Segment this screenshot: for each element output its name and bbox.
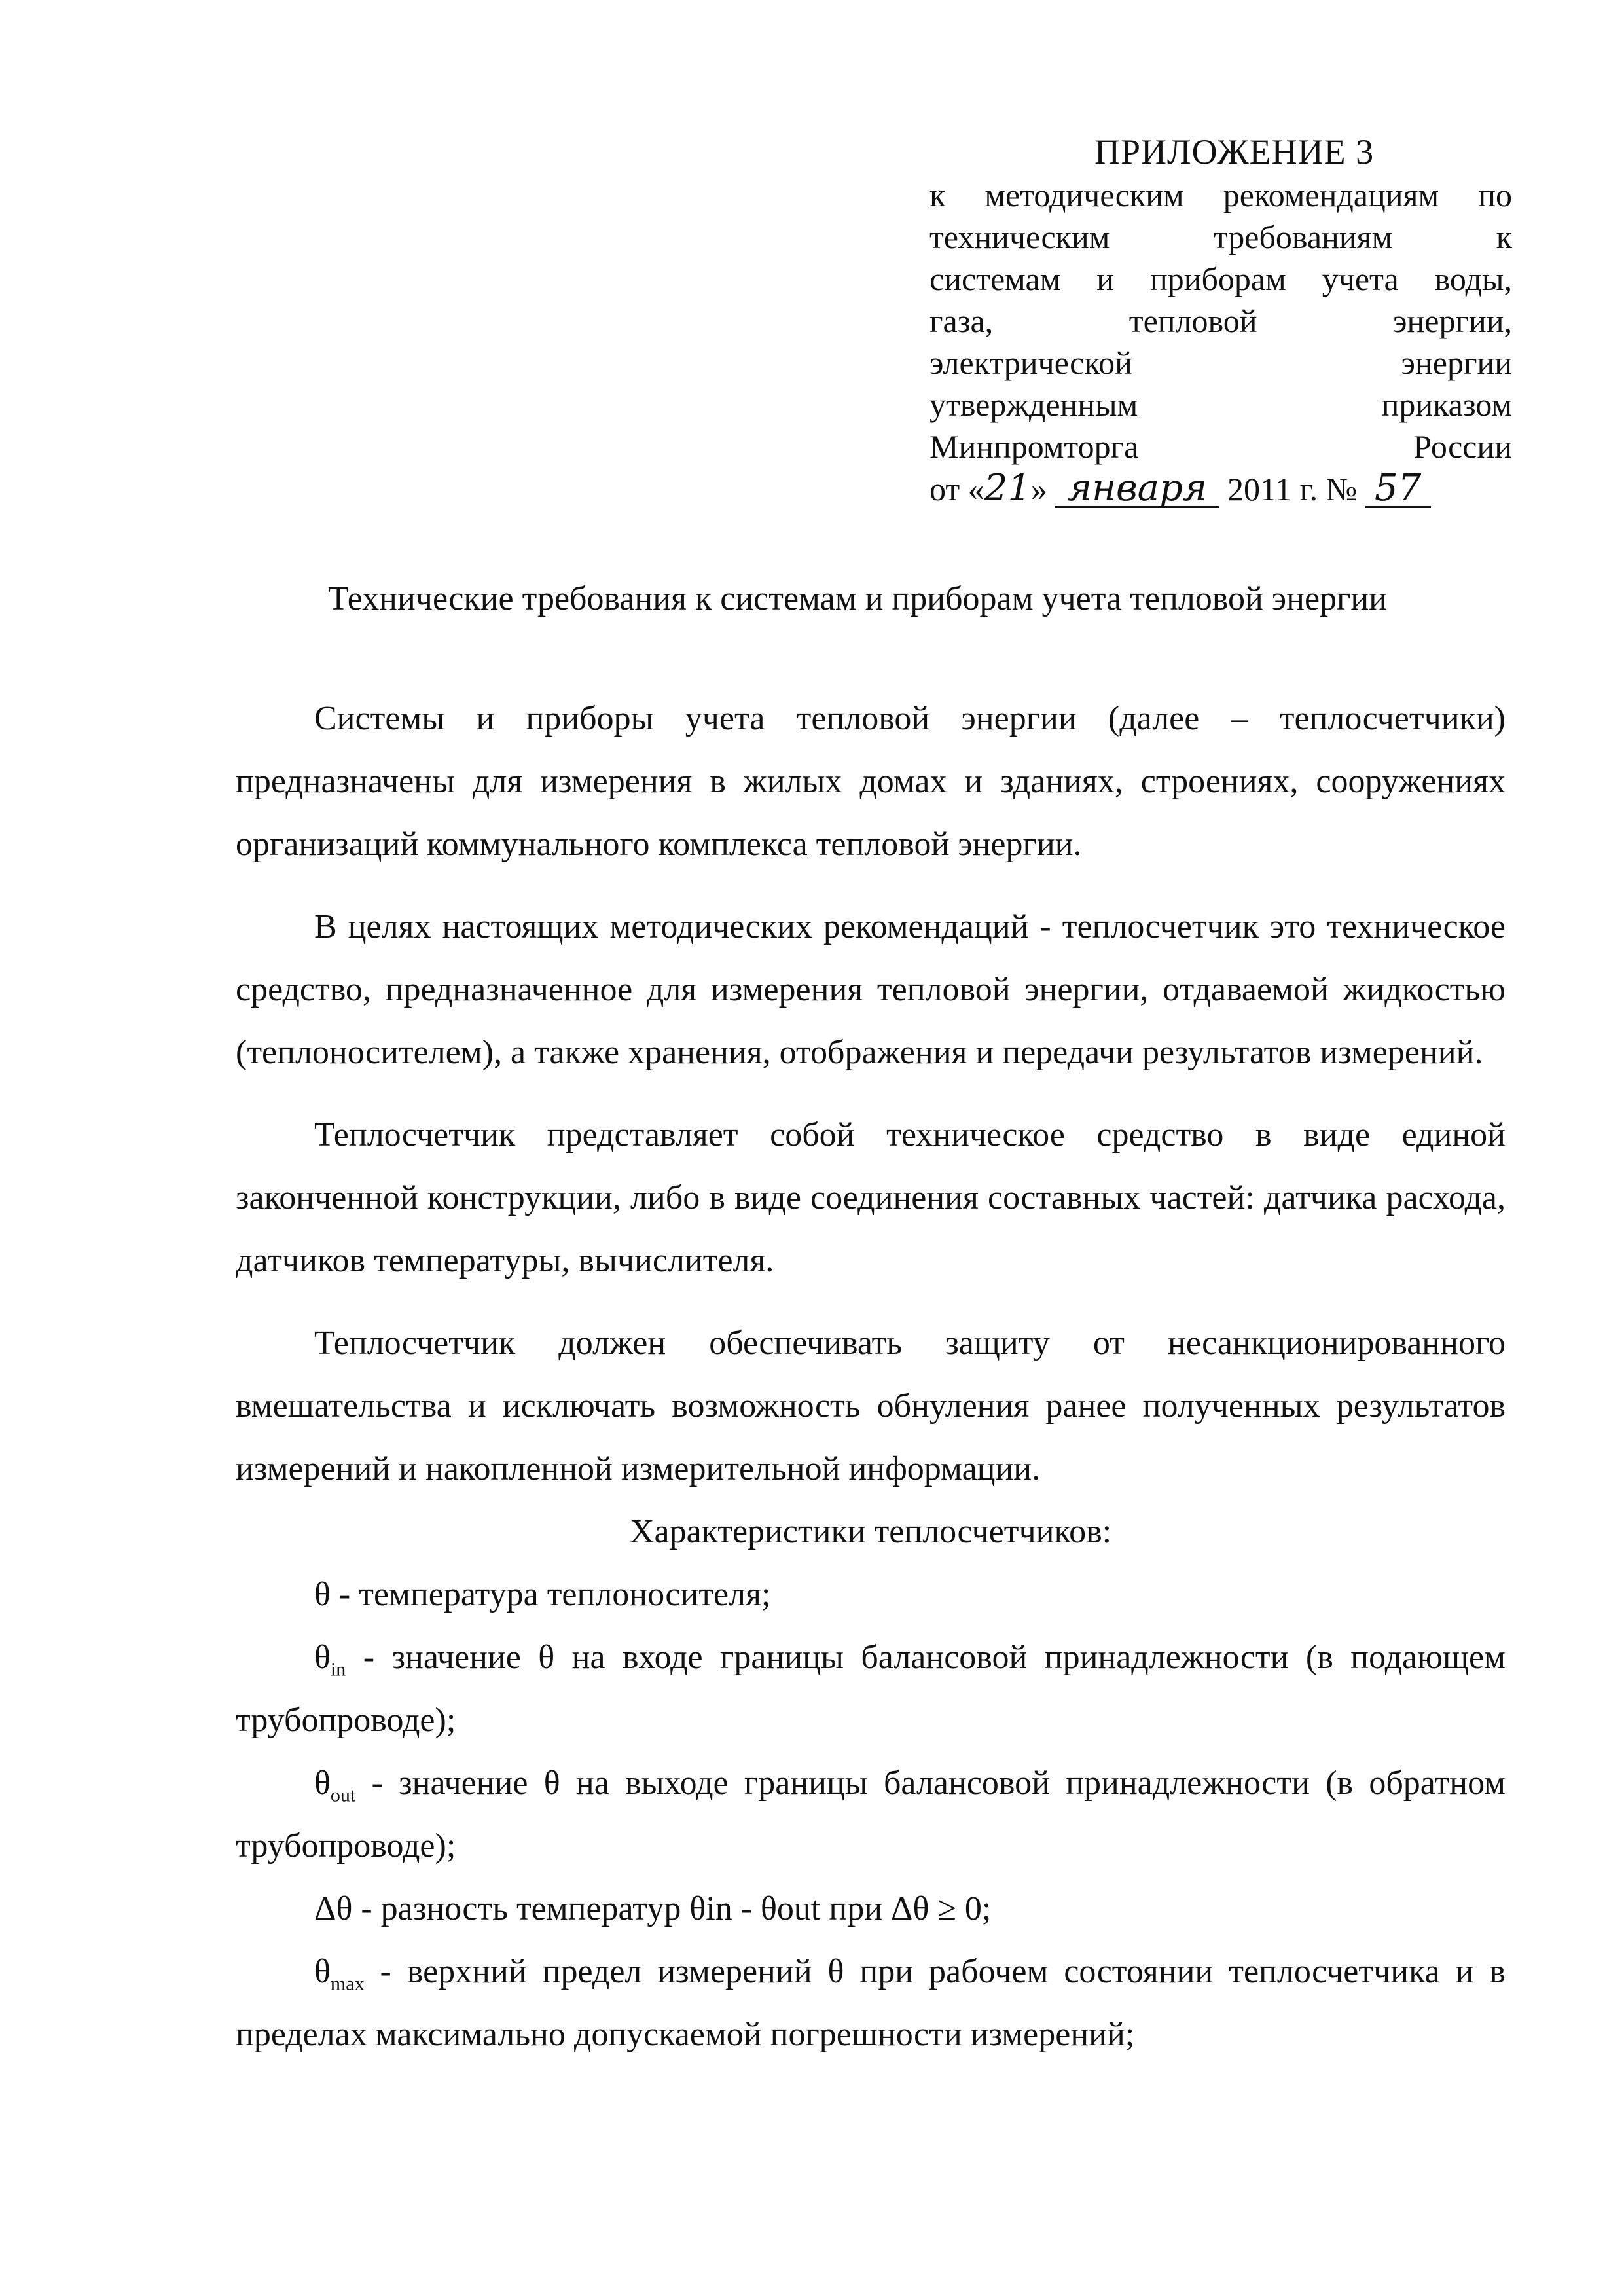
handwritten-order-number: 57: [1365, 471, 1431, 508]
handwritten-day: 21: [984, 467, 1031, 509]
symbol: θ: [314, 1764, 331, 1802]
appendix-line: системам и приборам учета воды,: [929, 261, 1512, 297]
appendix-line: техническим требованиям к: [929, 219, 1512, 255]
symbol-subscript: in: [330, 1658, 346, 1681]
item-text: - температура теплоносителя;: [330, 1576, 771, 1613]
document-body: [236, 687, 1506, 2066]
appendix-title: ПРИЛОЖЕНИЕ 3: [1094, 132, 1375, 172]
approval-date-line: [929, 467, 1512, 510]
appendix-line: газа, тепловой энергии,: [929, 302, 1512, 339]
symbol-subscript: max: [330, 1973, 365, 1995]
paragraph: Системы и приборы учета тепловой энергии (далее – теплосчетчики) предназначены для измерения в жилых домах и зданиях, строениях, сооружениях организаций коммунального комплекса тепловой энергии.: [236, 700, 1506, 863]
symbol: θ: [314, 1639, 331, 1676]
appendix-line: Минпромторга России: [929, 428, 1512, 465]
date-year-number-label: 2011 г. №: [1227, 471, 1358, 507]
item-text: - значение θ на входе границы балансовой принадлежности (в подающем трубопроводе);: [236, 1639, 1506, 1739]
handwritten-month: января: [1055, 471, 1219, 508]
paragraph: В целях настоящих методических рекомендаций - теплосчетчик это техническое средство, предназначенное для измерения тепловой энергии, отдаваемой жидкостью (теплоносителем), а также хранения, отображения и передачи результатов измерений.: [236, 908, 1506, 1071]
document-title: Технические требования к системам и приборам учета тепловой энергии: [327, 580, 1388, 617]
paragraph: Теплосчетчик представляет собой техническое средство в виде единой законченной конструкции, либо в виде соединения составных частей: датчика расхода, датчиков температуры, вычислителя.: [236, 1116, 1506, 1279]
characteristic-item: [236, 1563, 1506, 1626]
item-text: - верхний предел измерений θ при рабочем состоянии теплосчетчика и в пределах максимально допускаемой погрешности измерений;: [236, 1953, 1506, 2053]
item-text: - разность температур θin - θout при Δθ ≥ 0;: [352, 1890, 992, 1927]
characteristic-item: [236, 1941, 1506, 2066]
characteristic-item: [236, 1626, 1506, 1752]
paragraph: Теплосчетчик должен обеспечивать защиту от несанкционированного вмешательства и исключать возможность обнуления ранее полученных результатов измерений и накопленной измерительной информации.: [236, 1324, 1506, 1487]
appendix-line: к методическим рекомендациям по: [929, 177, 1512, 213]
symbol-subscript: out: [330, 1784, 356, 1806]
appendix-header: [929, 131, 1512, 510]
item-text: - значение θ на выходе границы балансовой принадлежности (в обратном трубопроводе);: [236, 1764, 1506, 1865]
date-prefix: от «: [929, 471, 984, 507]
symbol: Δθ: [314, 1890, 353, 1927]
appendix-line: электрической энергии: [929, 344, 1512, 381]
symbol: θ: [314, 1576, 331, 1613]
date-quote-close: »: [1030, 471, 1047, 507]
characteristic-item: [236, 1878, 1506, 1941]
characteristics-heading: Характеристики теплосчетчиков:: [629, 1513, 1112, 1550]
symbol: θ: [314, 1953, 331, 1990]
characteristic-item: [236, 1752, 1506, 1878]
appendix-line: утвержденным приказом: [929, 386, 1512, 423]
